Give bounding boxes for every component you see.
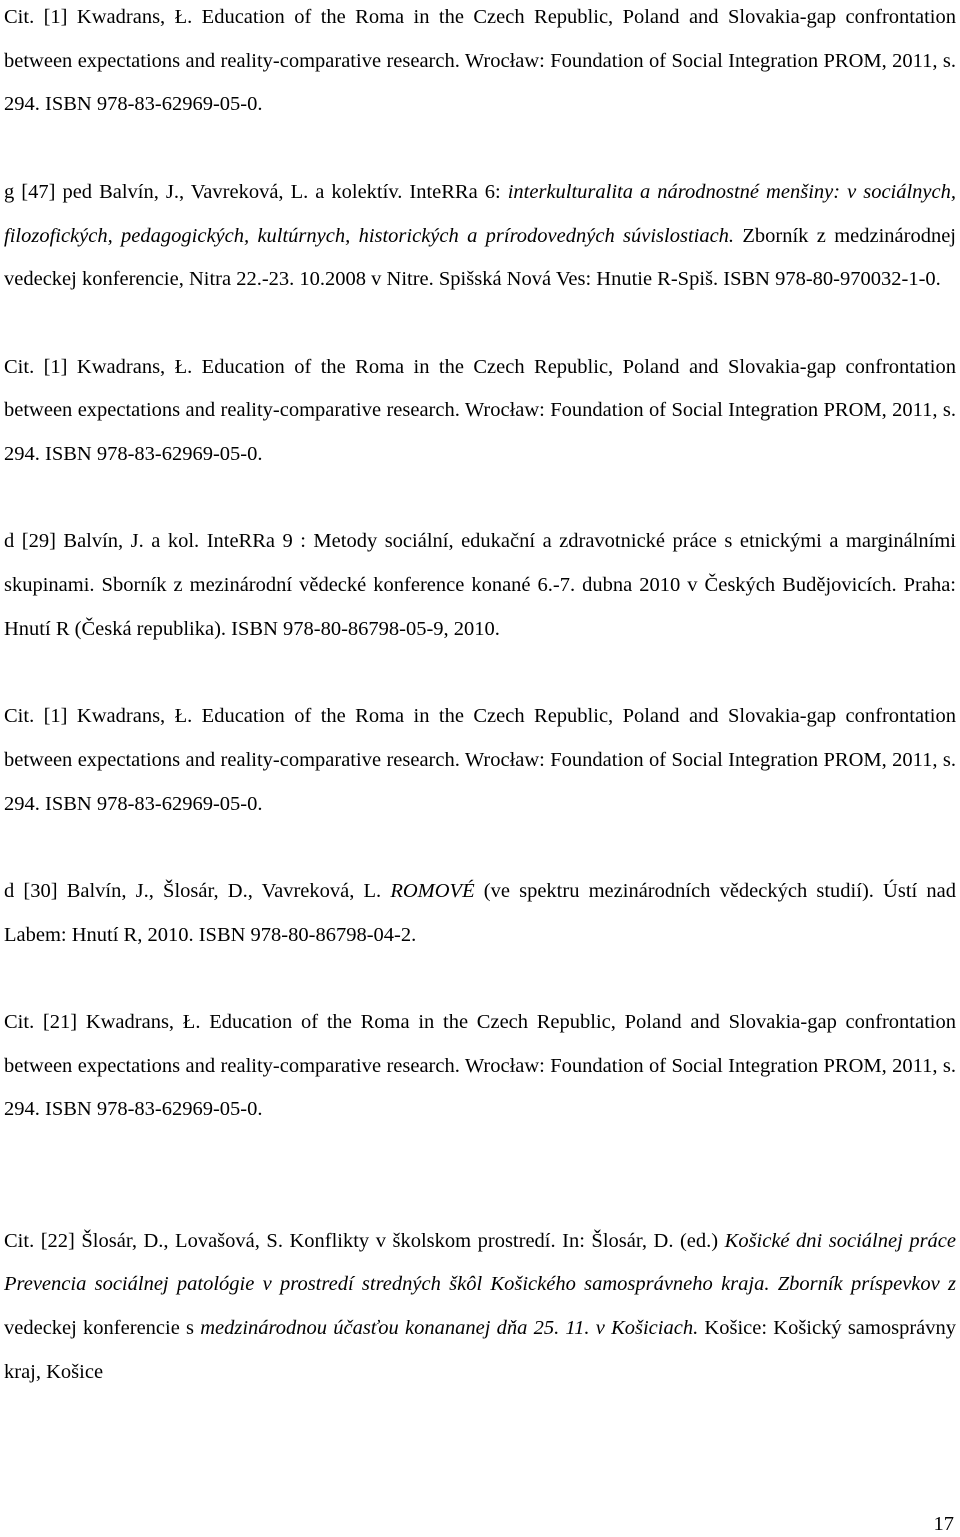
spacer — [4, 477, 956, 521]
entry-lead: Cit. [1] Kwadrans, Ł. — [4, 355, 202, 378]
entry-lead: Cit. [21] Kwadrans, Ł. — [4, 1011, 210, 1034]
entry-text: Education of the Roma in the Czech Republic, Poland and Slovakia-gap confrontation between expectations and reality-comparative research. Wrocław: Foundation of Social Integration PROM, 2011, s. 294. ISBN 978-83-62969-05-0. — [4, 705, 956, 815]
citation-entry-3 — [4, 346, 956, 477]
entry-lead: g [47] ped Balvín, J., Vavreková, L. a kolektív. InteRRa 6: — [4, 180, 508, 203]
entry-lead: Cit. [1] Kwadrans, Ł. — [4, 6, 202, 28]
citation-entry-4 — [4, 520, 956, 651]
citation-entry-1 — [4, 0, 956, 127]
entry-lead: d [29] Balvín, J. a kol. — [4, 530, 207, 553]
citation-entry-8 — [4, 1220, 956, 1395]
spacer — [4, 957, 956, 1001]
citation-entry-6 — [4, 870, 956, 957]
page-number: 17 — [933, 1513, 954, 1535]
spacer — [4, 127, 956, 171]
entry-italic-title: Košické dni sociálnej práce Prevencia sociálnej patológie v prostredí stredných škôl Košického samosprávneho kraja. Zborník príspevkov z — [4, 1229, 956, 1296]
citation-entry-5 — [4, 695, 956, 826]
entry-text: Education of the Roma in the Czech Republic, Poland and Slovakia-gap confrontation between expectations and reality-comparative research. Wrocław: Foundation of Social Integration PROM, 2011, s. 294. ISBN 978-83-62969-05-0. — [4, 6, 956, 116]
entry-text: (ve spektru mezinárodních vědeckých studií). Ústí nad Labem: Hnutí R, 2010. ISBN 978-80-86798-04-2. — [4, 879, 956, 946]
spacer — [4, 652, 956, 696]
spacer — [4, 826, 956, 870]
entry-italic-title: medzinárodnou účasťou konananej dňa 25. 11. v Košiciach. — [200, 1316, 699, 1339]
entry-lead: d [30] Balvín, J., Šlosár, D., Vavreková, L. — [4, 879, 391, 902]
entry-lead: Cit. [1] Kwadrans, Ł. — [4, 705, 202, 728]
entry-lead: Cit. [22] Šlosár, D., Lovašová, S. Konflikty v školskom prostredí. In: Šlosár, D. (ed.) — [4, 1229, 725, 1252]
entry-text: InteRRa 9 : Metody sociální, edukační a zdravotnické práce s etnickými a marginálními skupinami. Sborník z mezinárodní vědecké konference konané 6.-7. dubna 2010 v Českých Budějovicích. Praha: Hnutí R (Česká republika). ISBN 978-80-86798-05-9, 2010. — [4, 530, 956, 640]
entry-text: Education of the Roma in the Czech Republic, Poland and Slovakia-gap confrontation between expectations and reality-comparative research. Wrocław: Foundation of Social Integration PROM, 2011, s. 294. ISBN 978-83-62969-05-0. — [4, 1011, 956, 1121]
entry-text: Zborník z medzinárodnej vedeckej konferencie, Nitra 22.-23. 10.2008 v Nitre. Spišská Nová Ves: Hnutie R-Spiš. ISBN 978-80-970032-1-0. — [4, 224, 956, 291]
spacer — [4, 302, 956, 346]
spacer — [4, 1132, 956, 1219]
document-page — [4, 0, 956, 1394]
entry-text: Education of the Roma in the Czech Republic, Poland and Slovakia-gap confrontation between expectations and reality-comparative research. Wrocław: Foundation of Social Integration PROM, 2011, s. 294. ISBN 978-83-62969-05-0. — [4, 355, 956, 465]
entry-text: vedeckej konferencie s — [4, 1316, 201, 1339]
entry-text: Košice: Košický samosprávny kraj, Košice — [4, 1316, 956, 1383]
entry-italic-title: ROMOVÉ — [390, 879, 475, 902]
citation-entry-7 — [4, 1001, 956, 1132]
citation-entry-2 — [4, 171, 956, 302]
entry-italic-title: interkulturalita a národnostné menšiny: v sociálnych, filozofických, pedagogických, kultúrnych, historických a prírodovedných súvislostiach. — [4, 180, 957, 247]
